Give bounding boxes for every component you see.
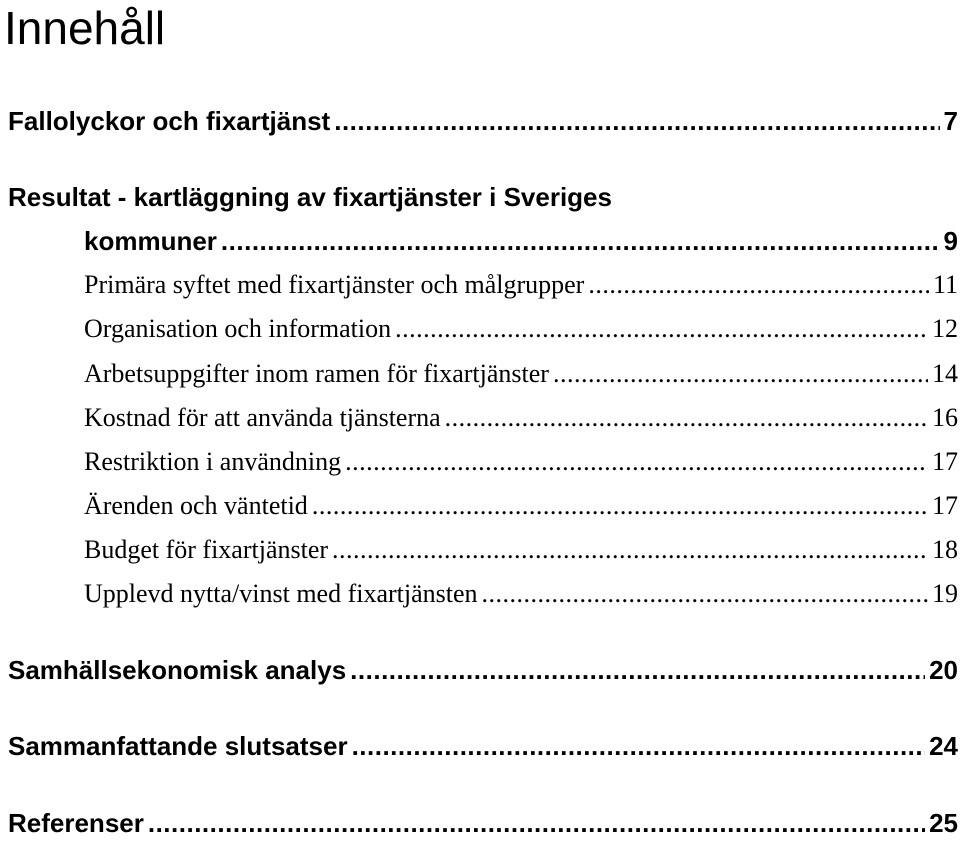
dot-leader bbox=[482, 579, 928, 609]
dot-leader bbox=[221, 226, 940, 257]
toc-page-number: 17 bbox=[932, 447, 958, 476]
toc-entry-label: Upplevd nytta/vinst med fixartjänsten bbox=[84, 579, 478, 608]
toc-subentry[interactable] bbox=[84, 403, 960, 433]
toc-entry-label: Samhällsekonomisk analys bbox=[8, 655, 347, 685]
toc-entry-label: Restriktion i användning bbox=[84, 447, 342, 476]
toc-subentry[interactable] bbox=[84, 314, 960, 344]
toc-entry-label: Budget för fixartjänster bbox=[84, 535, 329, 564]
toc-entry-label: Referenser bbox=[8, 808, 144, 838]
toc-page-number: 7 bbox=[943, 106, 958, 136]
toc-entry-sammanfattande[interactable] bbox=[8, 731, 960, 762]
toc-page-number: 19 bbox=[932, 579, 958, 608]
toc-page-number: 9 bbox=[943, 226, 958, 256]
dot-leader bbox=[395, 314, 928, 344]
toc-entry-resultat-line1[interactable]: Resultat - kartläggning av fixartjänster i Sveriges bbox=[8, 182, 612, 212]
toc-page-number: 24 bbox=[929, 731, 958, 761]
dot-leader bbox=[350, 655, 925, 686]
toc-page-number: 18 bbox=[932, 535, 958, 564]
dot-leader bbox=[334, 106, 939, 137]
dot-leader bbox=[588, 270, 929, 300]
toc-page-number: 12 bbox=[932, 314, 958, 343]
toc-entry-label: Ärenden och väntetid bbox=[84, 491, 308, 520]
toc-entry-label: Organisation och information bbox=[84, 314, 392, 343]
dot-leader bbox=[553, 359, 928, 389]
toc-entry-label: Arbetsuppgifter inom ramen för fixartjänster bbox=[84, 359, 549, 388]
page-title: Innehåll bbox=[4, 2, 166, 54]
toc-entry-label: Primära syftet med fixartjänster och målgrupper bbox=[84, 270, 585, 299]
toc-subentry[interactable] bbox=[84, 535, 960, 565]
toc-subentry[interactable] bbox=[84, 579, 960, 609]
toc-subentry[interactable] bbox=[84, 491, 960, 521]
dot-leader bbox=[352, 731, 926, 762]
dot-leader bbox=[312, 491, 928, 521]
toc-entry-fallolyckor[interactable] bbox=[8, 106, 960, 137]
toc-entry-label: Sammanfattande slutsatser bbox=[8, 731, 348, 761]
toc-entry-label: Fallolyckor och fixartjänst bbox=[8, 106, 331, 136]
toc-page-number: 17 bbox=[932, 491, 958, 520]
toc-subentry[interactable] bbox=[84, 270, 960, 300]
dot-leader bbox=[345, 447, 928, 477]
toc-subentry[interactable] bbox=[84, 359, 960, 389]
toc-entry-resultat[interactable] bbox=[84, 226, 960, 257]
toc-page-number: 25 bbox=[929, 808, 958, 838]
dot-leader bbox=[332, 535, 928, 565]
toc-page-number: 14 bbox=[932, 359, 958, 388]
toc-entry-label: kommuner bbox=[84, 226, 217, 256]
toc-entry-referenser[interactable] bbox=[8, 808, 960, 839]
toc-page-number: 20 bbox=[929, 655, 958, 685]
dot-leader bbox=[148, 808, 925, 839]
dot-leader bbox=[445, 403, 928, 433]
toc-page-number: 11 bbox=[932, 270, 958, 299]
toc-page-number: 16 bbox=[932, 403, 958, 432]
toc-entry-samhallsekonomisk[interactable] bbox=[8, 655, 960, 686]
toc-subentry[interactable] bbox=[84, 447, 960, 477]
toc-entry-label: Kostnad för att använda tjänsterna bbox=[84, 403, 441, 432]
